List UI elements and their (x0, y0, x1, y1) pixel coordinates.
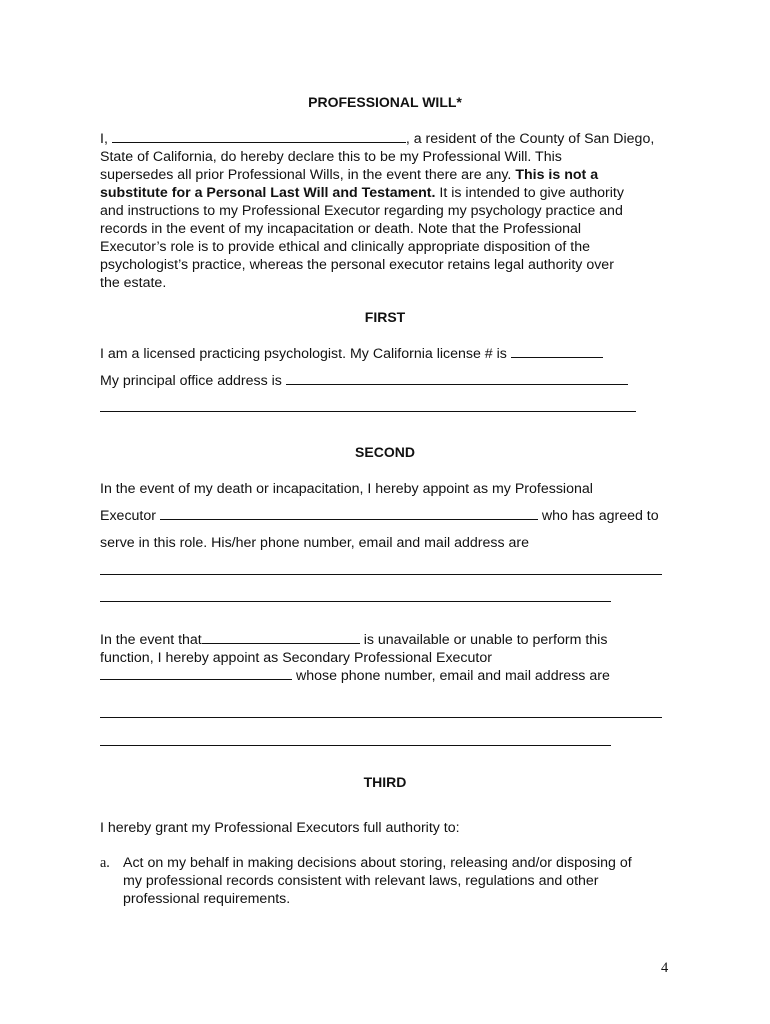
alternate-prefix: In the event that (100, 632, 202, 648)
intro-line-7: Executor’s role is to provide ethical and clinically appropriate disposition of the (100, 239, 591, 255)
secondary-executor-blank[interactable] (100, 667, 292, 680)
executor-unavailable-blank[interactable] (202, 631, 360, 644)
list-item-marker: a. (100, 855, 110, 871)
list-item-line-1: Act on my behalf in making decisions about storing, releasing and/or disposing of (123, 855, 632, 871)
second-line-1: In the event of my death or incapacitation, I hereby appoint as my Professional (100, 481, 593, 497)
list-item-line-3: professional requirements. (123, 891, 291, 907)
executor-prefix: Executor (100, 508, 156, 524)
third-intro: I hereby grant my Professional Executors full authority to: (100, 820, 460, 836)
office-address-blank[interactable] (286, 372, 628, 385)
office-address-line (100, 372, 628, 390)
executor-name-blank[interactable] (160, 507, 538, 520)
alternate-suffix: is unavailable or unable to perform this (363, 632, 608, 648)
office-address-text: My principal office address is (100, 373, 282, 389)
intro-line-1-suffix: , a resident of the County of San Diego, (405, 131, 655, 147)
executor-line (100, 507, 659, 525)
executor-contact-blank-1[interactable] (100, 574, 662, 575)
secondary-contact-blank-2[interactable] (100, 745, 611, 746)
name-blank[interactable] (112, 130, 406, 143)
office-address-blank-2[interactable] (100, 411, 636, 412)
license-line (100, 345, 603, 363)
alternate-line-3-suffix: whose phone number, email and mail address are (295, 668, 610, 684)
intro-line-6: records in the event of my incapacitation or death. Note that the Professional (100, 221, 582, 237)
intro-line-2: State of California, do hereby declare this to be my Professional Will. This (100, 149, 562, 165)
intro-prefix: I, (100, 131, 108, 147)
list-item-line-2: my professional records consistent with relevant laws, regulations and other (123, 873, 599, 889)
intro-line-4-text: It is intended to give authority (439, 185, 624, 201)
executor-suffix: who has agreed to (541, 508, 659, 524)
page-number: 4 (661, 960, 669, 976)
section-heading-first: FIRST (364, 309, 406, 325)
intro-line-9: the estate. (100, 275, 167, 291)
second-line-3: serve in this role. His/her phone number, email and mail address are (100, 535, 529, 551)
alternate-line-2: function, I hereby appoint as Secondary Professional Executor (100, 650, 492, 666)
document-title: PROFESSIONAL WILL* (308, 94, 462, 110)
intro-line-4-bold: substitute for a Personal Last Will and Testament. (100, 185, 436, 201)
intro-line-5: and instructions to my Professional Executor regarding my psychology practice and (100, 203, 623, 219)
secondary-contact-blank-1[interactable] (100, 717, 662, 718)
intro-line-3-text: supersedes all prior Professional Wills, in the event there are any. (100, 167, 512, 183)
executor-contact-blank-2[interactable] (100, 601, 611, 602)
section-heading-second: SECOND (355, 444, 415, 460)
intro-line-3-bold: This is not a (515, 167, 599, 183)
intro-line-4 (100, 184, 624, 202)
intro-line-3 (100, 166, 598, 184)
license-number-blank[interactable] (511, 345, 603, 358)
intro-line-1 (100, 130, 654, 148)
section-heading-third: THIRD (363, 774, 407, 790)
alternate-line-1 (100, 631, 607, 649)
intro-line-8: psychologist’s practice, whereas the personal executor retains legal authority over (100, 257, 614, 273)
license-text: I am a licensed practicing psychologist. My California license # is (100, 346, 507, 362)
alternate-line-3 (100, 667, 610, 685)
